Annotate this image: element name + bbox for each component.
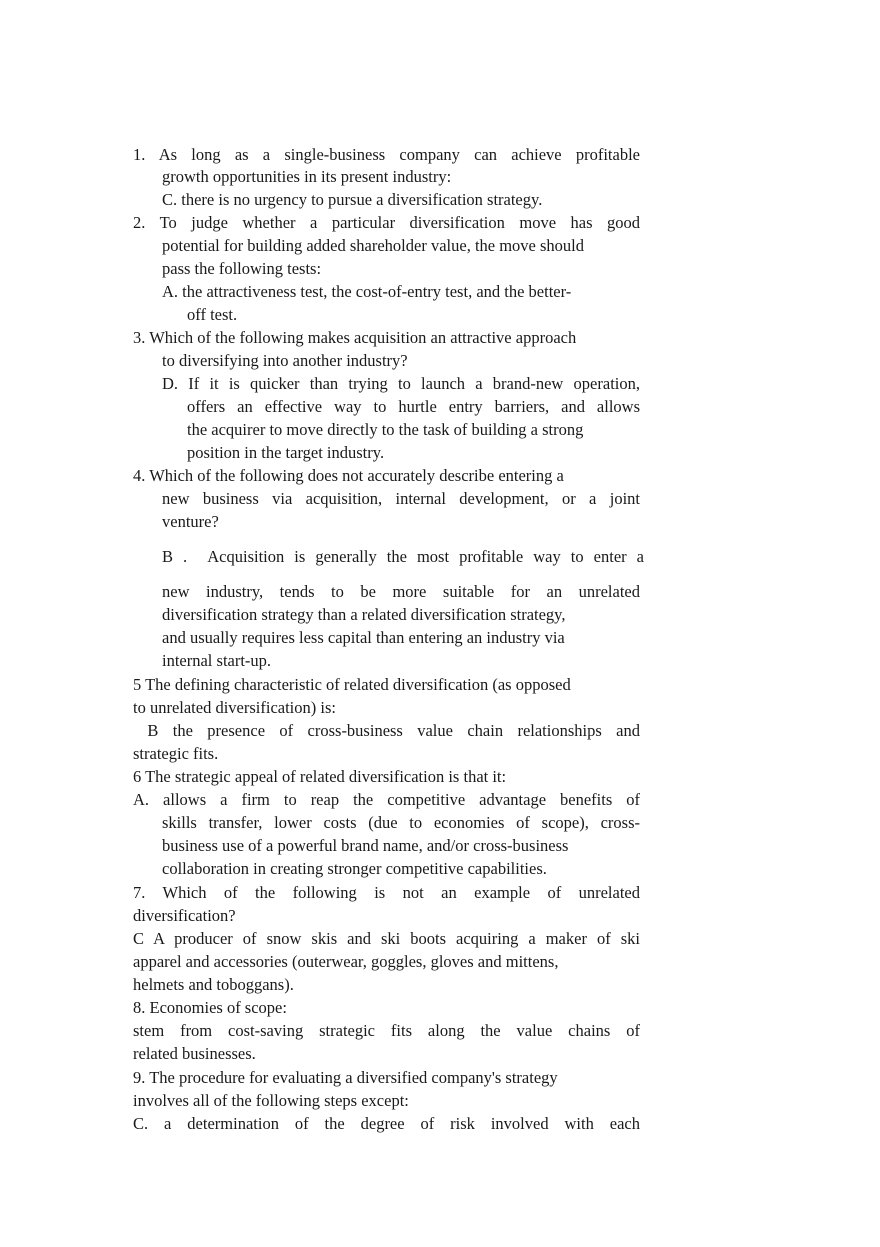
q9-answer-line: C. a determination of the degree of risk involved with each xyxy=(133,1114,640,1133)
q4-answer-line: diversification strategy than a related diversification strategy, xyxy=(162,605,566,624)
q7-answer-line: C A producer of snow skis and ski boots acquiring a maker of ski xyxy=(133,929,640,948)
q6-answer-line: business use of a powerful brand name, and/or cross-business xyxy=(162,836,569,855)
q8-question-line: 8. Economies of scope: xyxy=(133,998,287,1017)
q1-answer-line: C. there is no urgency to pursue a diversification strategy. xyxy=(162,190,543,209)
q6-answer-line: A. allows a firm to reap the competitive advantage benefits of xyxy=(133,790,640,809)
q7-question-line: 7. Which of the following is not an example of unrelated xyxy=(133,883,640,902)
q8-answer-line: stem from cost-saving strategic fits along the value chains of xyxy=(133,1021,640,1040)
q3-answer-line: the acquirer to move directly to the task of building a strong xyxy=(187,420,584,439)
q8-answer-line: related businesses. xyxy=(133,1044,256,1063)
q7-answer-line: helmets and toboggans). xyxy=(133,975,294,994)
q4-question-line: new business via acquisition, internal development, or a joint xyxy=(162,489,640,508)
q5-question-line: to unrelated diversification) is: xyxy=(133,698,336,717)
q5-answer-line: B the presence of cross-business value chain relationships and xyxy=(133,721,640,740)
q3-answer-line: offers an effective way to hurtle entry barriers, and allows xyxy=(187,397,640,416)
q3-question-line: to diversifying into another industry? xyxy=(162,351,408,370)
q4-answer-line: internal start-up. xyxy=(162,651,272,670)
q2-question-line: 2. To judge whether a particular diversification move has good xyxy=(133,213,640,232)
q7-question-line: diversification? xyxy=(133,906,236,925)
q4-answer-line: and usually requires less capital than entering an industry via xyxy=(162,628,565,647)
q6-question-line: 6 The strategic appeal of related diversification is that it: xyxy=(133,767,507,786)
q4-answer-line: new industry, tends to be more suitable for an unrelated xyxy=(162,582,640,601)
q4-question-line: 4. Which of the following does not accurately describe entering a xyxy=(133,466,564,485)
q9-question-line: involves all of the following steps except: xyxy=(133,1091,409,1110)
q5-question-line: 5 The defining characteristic of related diversification (as opposed xyxy=(133,675,571,694)
q1-question-line: growth opportunities in its present industry: xyxy=(162,167,452,186)
q3-answer-line: position in the target industry. xyxy=(187,443,385,462)
q9-question-line: 9. The procedure for evaluating a diversified company's strategy xyxy=(133,1068,558,1087)
q2-answer-line: A. the attractiveness test, the cost-of-entry test, and the better- xyxy=(162,282,572,301)
q5-answer-line: strategic fits. xyxy=(133,744,219,763)
q6-answer-line: collaboration in creating stronger competitive capabilities. xyxy=(162,859,547,878)
q2-question-line: pass the following tests: xyxy=(162,259,322,278)
q2-question-line: potential for building added shareholder value, the move should xyxy=(162,236,585,255)
q4-question-line: venture? xyxy=(162,512,219,531)
q1-question-line: 1. As long as a single-business company can achieve profitable xyxy=(133,145,640,164)
q3-answer-line: D. If it is quicker than trying to launch a brand-new operation, xyxy=(162,374,640,393)
q7-answer-line: apparel and accessories (outerwear, goggles, gloves and mittens, xyxy=(133,952,559,971)
q2-answer-line: off test. xyxy=(187,305,238,324)
q4-answer-line: B . Acquisition is generally the most profitable way to enter a xyxy=(162,547,644,566)
q3-question-line: 3. Which of the following makes acquisition an attractive approach xyxy=(133,328,577,347)
q6-answer-line: skills transfer, lower costs (due to economies of scope), cross- xyxy=(162,813,640,832)
